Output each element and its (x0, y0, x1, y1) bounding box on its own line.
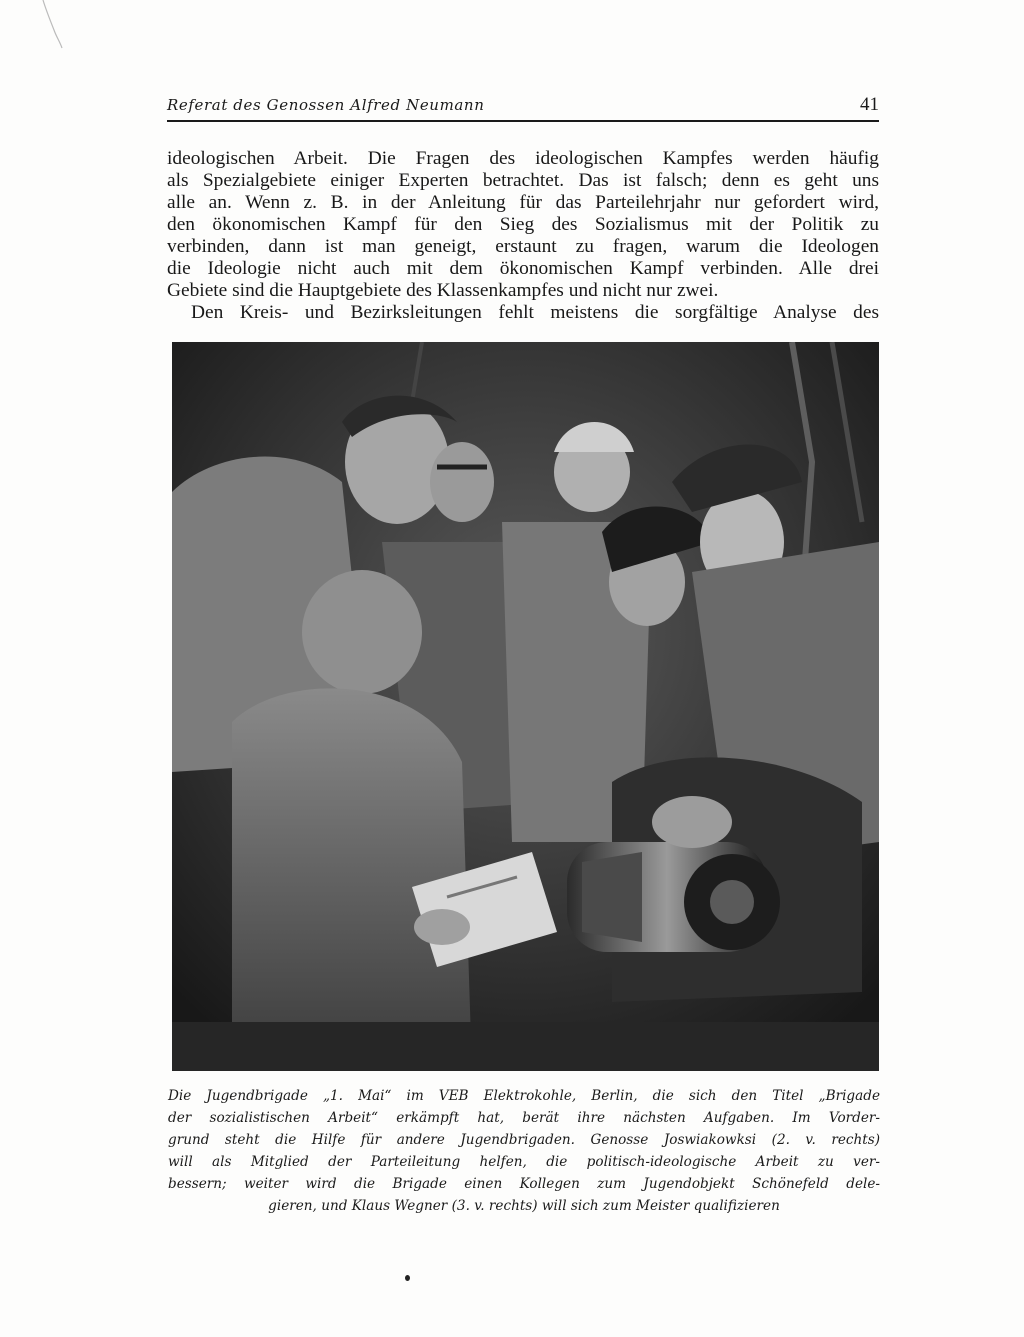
body-line: verbinden, dann ist man geneigt, erstaunt zu fragen, warum die Ideologen (167, 236, 879, 257)
caption-line: will als Mitglied der Parteileitung helfen, die politisch-ideologische Arbeit zu ver- (168, 1154, 880, 1170)
body-paragraphs (167, 148, 879, 324)
body-line: ideologischen Arbeit. Die Fragen des ideologischen Kampfes werden häufig (167, 148, 879, 169)
photograph-youth-brigade (172, 342, 879, 1071)
running-header (167, 96, 879, 122)
running-header-title: Referat des Genossen Alfred Neumann (167, 96, 485, 114)
caption-line: bessern; weiter wird die Brigade einen Kollegen zum Jugendobjekt Schönefeld dele- (168, 1176, 880, 1192)
body-line: die Ideologie nicht auch mit dem ökonomischen Kampf verbinden. Alle drei (167, 258, 879, 279)
body-line: den ökonomischen Kampf für den Sieg des Sozialismus mit der Politik zu (167, 214, 879, 235)
page-number: 41 (860, 94, 879, 115)
caption-line: grund steht die Hilfe für andere Jugendbrigaden. Genosse Joswiakowksi (2. v. rechts) (168, 1132, 880, 1148)
body-line: alle an. Wenn z. B. in der Anleitung für das Parteilehrjahr nur gefordert wird, (167, 192, 879, 213)
body-line-paragraph-start: Den Kreis- und Bezirksleitungen fehlt meistens die sorgfältige Analyse des (191, 302, 879, 323)
photograph-illustration (172, 342, 879, 1071)
caption-line: Die Jugendbrigade „1. Mai“ im VEB Elektrokohle, Berlin, die sich den Titel „Brigade (168, 1088, 880, 1104)
scan-artifact-mark (40, 0, 66, 50)
body-line: Gebiete sind die Hauptgebiete des Klassenkampfes und nicht nur zwei. (167, 280, 719, 301)
caption-line: der sozialistischen Arbeit“ erkämpft hat, berät ihre nächsten Aufgaben. Im Vorder- (168, 1110, 880, 1126)
body-line: als Spezialgebiete einiger Experten betrachtet. Das ist falsch; denn es geht uns (167, 170, 879, 191)
ink-speck (405, 1275, 410, 1281)
photo-caption (168, 1085, 880, 1217)
caption-line: gieren, und Klaus Wegner (3. v. rechts) will sich zum Meister qualifizieren (268, 1198, 780, 1214)
